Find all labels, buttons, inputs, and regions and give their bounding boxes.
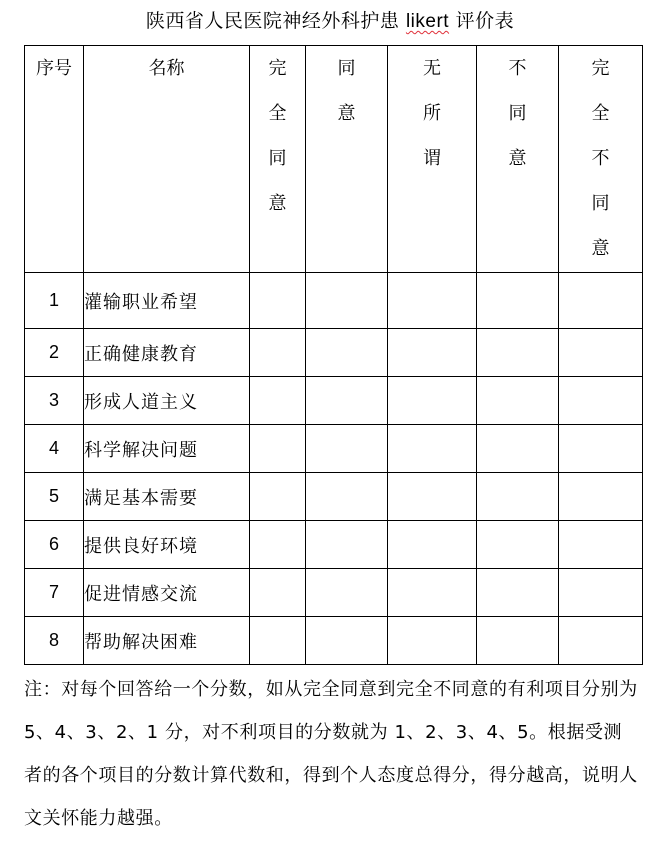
table-header-row — [25, 46, 643, 273]
title-latin-word: likert — [405, 11, 450, 32]
rating-cell-agree[interactable] — [306, 617, 388, 665]
header-neutral-char: 所 — [423, 103, 441, 124]
header-strongly-agree-char: 意 — [268, 193, 287, 214]
rating-cell-neutral[interactable] — [388, 425, 477, 473]
rating-cell-strongly-disagree[interactable] — [559, 273, 643, 329]
header-name: 名称 — [84, 46, 250, 273]
table-row — [25, 617, 643, 665]
document-title — [0, 6, 660, 36]
row-item-name: 提供良好环境 — [84, 521, 250, 569]
header-agree — [306, 46, 388, 273]
header-disagree-char: 不 — [508, 58, 527, 79]
table-row — [25, 473, 643, 521]
rating-cell-strongly-disagree[interactable] — [559, 473, 643, 521]
likert-evaluation-table — [24, 45, 643, 665]
table-row — [25, 569, 643, 617]
rating-cell-strongly-disagree[interactable] — [559, 425, 643, 473]
header-neutral-char: 无 — [423, 58, 441, 79]
rating-cell-strongly-agree[interactable] — [250, 473, 306, 521]
rating-cell-disagree[interactable] — [477, 473, 559, 521]
row-number: 6 — [25, 521, 84, 569]
rating-cell-disagree[interactable] — [477, 329, 559, 377]
rating-cell-strongly-agree[interactable] — [250, 425, 306, 473]
rating-cell-neutral[interactable] — [388, 521, 477, 569]
rating-cell-strongly-disagree[interactable] — [559, 521, 643, 569]
header-disagree-char: 意 — [508, 148, 527, 169]
rating-cell-neutral[interactable] — [388, 329, 477, 377]
rating-cell-agree[interactable] — [306, 377, 388, 425]
header-strongly-disagree-char: 意 — [591, 238, 610, 259]
rating-cell-disagree[interactable] — [477, 569, 559, 617]
header-strongly-agree-char: 全 — [268, 103, 287, 124]
header-serial: 序号 — [25, 46, 84, 273]
rating-cell-strongly-disagree[interactable] — [559, 569, 643, 617]
rating-cell-disagree[interactable] — [477, 425, 559, 473]
rating-cell-strongly-disagree[interactable] — [559, 329, 643, 377]
rating-cell-agree[interactable] — [306, 569, 388, 617]
table-row — [25, 425, 643, 473]
header-agree-char: 意 — [337, 103, 356, 124]
rating-cell-neutral[interactable] — [388, 617, 477, 665]
rating-cell-strongly-agree[interactable] — [250, 521, 306, 569]
rating-cell-neutral[interactable] — [388, 473, 477, 521]
title-prefix: 陕西省人民医院神经外科护患 — [145, 10, 400, 32]
rating-cell-agree[interactable] — [306, 425, 388, 473]
header-strongly-disagree-char: 全 — [591, 103, 610, 124]
rating-cell-agree[interactable] — [306, 329, 388, 377]
table-row — [25, 521, 643, 569]
row-number: 5 — [25, 473, 84, 521]
rating-cell-neutral[interactable] — [388, 273, 477, 329]
title-suffix: 评价表 — [455, 10, 515, 32]
rating-cell-neutral[interactable] — [388, 377, 477, 425]
row-item-name: 形成人道主义 — [84, 377, 250, 425]
row-number: 1 — [25, 273, 84, 329]
rating-cell-strongly-agree[interactable] — [250, 617, 306, 665]
header-neutral-char: 谓 — [423, 148, 441, 169]
header-neutral — [388, 46, 477, 273]
row-number: 7 — [25, 569, 84, 617]
row-number: 8 — [25, 617, 84, 665]
row-item-name: 促进情感交流 — [84, 569, 250, 617]
rating-cell-strongly-agree[interactable] — [250, 377, 306, 425]
rating-cell-agree[interactable] — [306, 273, 388, 329]
header-strongly-agree — [250, 46, 306, 273]
row-item-name: 灌输职业希望 — [84, 273, 250, 329]
rating-cell-disagree[interactable] — [477, 521, 559, 569]
header-strongly-agree-char: 完 — [268, 58, 287, 79]
rating-cell-disagree[interactable] — [477, 617, 559, 665]
header-strongly-disagree-char: 同 — [591, 193, 610, 214]
row-item-name: 帮助解决困难 — [84, 617, 250, 665]
table-row — [25, 329, 643, 377]
header-strongly-disagree-char: 不 — [591, 148, 610, 169]
row-item-name: 科学解决问题 — [84, 425, 250, 473]
table-row — [25, 377, 643, 425]
rating-cell-strongly-agree[interactable] — [250, 569, 306, 617]
row-number: 2 — [25, 329, 84, 377]
scoring-note: 注：对每个回答给一个分数，如从完全同意到完全不同意的有利项目分别为 5、4、3、2、1 分，对不利项目的分数就为 1、2、3、4、5。根据受测者的各个项目的分数计算代数和，得到个人态度总得分，得分越高，说明人文关怀能力越强。 — [24, 679, 638, 829]
row-number: 3 — [25, 377, 84, 425]
rating-cell-disagree[interactable] — [477, 273, 559, 329]
rating-cell-strongly-disagree[interactable] — [559, 617, 643, 665]
rating-cell-agree[interactable] — [306, 521, 388, 569]
row-number: 4 — [25, 425, 84, 473]
row-item-name: 正确健康教育 — [84, 329, 250, 377]
rating-cell-strongly-agree[interactable] — [250, 329, 306, 377]
header-agree-char: 同 — [337, 58, 356, 79]
rating-cell-neutral[interactable] — [388, 569, 477, 617]
table-row — [25, 273, 643, 329]
rating-cell-disagree[interactable] — [477, 377, 559, 425]
rating-cell-strongly-agree[interactable] — [250, 273, 306, 329]
row-item-name: 满足基本需要 — [84, 473, 250, 521]
rating-cell-strongly-disagree[interactable] — [559, 377, 643, 425]
header-strongly-disagree-char: 完 — [591, 58, 610, 79]
header-disagree — [477, 46, 559, 273]
header-disagree-char: 同 — [508, 103, 527, 124]
rating-cell-agree[interactable] — [306, 473, 388, 521]
header-strongly-disagree — [559, 46, 643, 273]
header-strongly-agree-char: 同 — [268, 148, 287, 169]
